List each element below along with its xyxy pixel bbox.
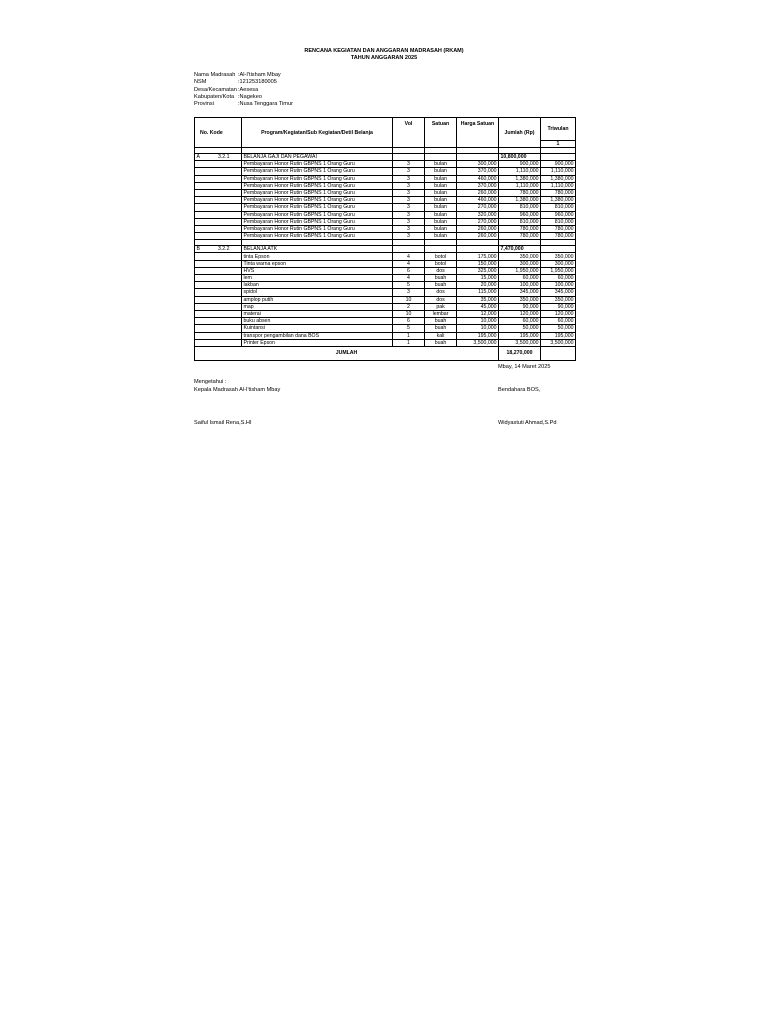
jumlah-cell: 1,110,000 [499,182,541,189]
code-cell [195,282,242,289]
vol-cell: 4 [393,275,425,282]
header-satuan: Satuan [425,118,457,148]
header-jumlah: Jumlah (Rp) [499,118,541,148]
satuan-cell: buah [425,275,457,282]
item-cell: amplop putih [242,296,393,303]
section-a-body [195,161,576,240]
jumlah-cell: 350,000 [499,296,541,303]
satuan-cell: lembar [425,310,457,317]
info-label: NSM [194,79,207,86]
jumlah-cell: 100,000 [499,282,541,289]
satuan-cell: bulan [425,218,457,225]
code-cell [195,332,242,339]
header-triwulan: Triwulan [541,118,576,141]
table-row [195,296,576,303]
satuan-cell: buah [425,339,457,346]
code-cell [195,189,242,196]
harga-cell: 115,000 [457,289,499,296]
jumlah-cell: 195,000 [499,332,541,339]
satuan-cell: bulan [425,197,457,204]
satuan-cell: bulan [425,211,457,218]
vol-cell: 3 [393,211,425,218]
info-value: :Nagekeo [238,93,262,100]
triwulan-cell: 1,380,000 [541,175,576,182]
satuan-cell: buah [425,282,457,289]
header-program: Program/Kegiatan/Sub Kegiatan/Detil Belanja [242,118,393,148]
table-row [195,325,576,332]
section-total: 10,800,000 [499,154,541,161]
harga-cell: 260,000 [457,233,499,240]
vol-cell: 10 [393,310,425,317]
vol-cell: 3 [393,182,425,189]
section-code-cell [195,154,242,161]
section-a-row [195,154,576,161]
table-row [195,289,576,296]
info-label: Provinsi [194,101,214,108]
table-row [195,267,576,274]
table-row [195,339,576,346]
code-cell [195,275,242,282]
satuan-cell: bulan [425,182,457,189]
jumlah-cell: 120,000 [499,310,541,317]
triwulan-cell: 90,000 [541,303,576,310]
code-cell [195,339,242,346]
triwulan-cell: 1,380,000 [541,197,576,204]
section-name: BELANJA GAJI DAN PEGAWAI [242,154,393,161]
jumlah-cell: 780,000 [499,225,541,232]
total-row [195,346,576,360]
item-cell: buku absen [242,318,393,325]
table-row [195,282,576,289]
jumlah-cell: 1,380,000 [499,175,541,182]
section-code: 3.2.1 [217,154,230,161]
satuan-cell: bulan [425,168,457,175]
info-row [194,79,293,86]
triwulan-cell: 100,000 [541,282,576,289]
item-cell: Pembayaran Honor Rutin GBPNS 1 Orang Guru [242,233,393,240]
item-cell: Pembayaran Honor Rutin GBPNS 1 Orang Guru [242,182,393,189]
triwulan-cell: 1,110,000 [541,168,576,175]
harga-cell: 15,000 [457,275,499,282]
item-cell: Pembayaran Honor Rutin GBPNS 1 Orang Guru [242,218,393,225]
section-name: BELANJA ATK [242,246,393,253]
harga-cell: 45,000 [457,303,499,310]
harga-cell: 270,000 [457,218,499,225]
table-row [195,253,576,260]
document-subtitle: TAHUN ANGGARAN 2025 [350,55,418,61]
jumlah-cell: 90,000 [499,303,541,310]
jumlah-cell: 780,000 [499,189,541,196]
satuan-cell: bulan [425,204,457,211]
table-row [195,161,576,168]
vol-cell: 3 [393,175,425,182]
satuan-cell: bulan [425,225,457,232]
triwulan-cell: 960,000 [541,211,576,218]
satuan-cell: bulan [425,189,457,196]
triwulan-cell: 300,000 [541,260,576,267]
satuan-cell: dos [425,296,457,303]
vol-cell: 10 [393,296,425,303]
item-cell: Pembayaran Honor Rutin GBPNS 1 Orang Guru [242,197,393,204]
info-value: :121253180005 [238,79,277,86]
satuan-cell: pak [425,303,457,310]
table-row [195,332,576,339]
code-cell [195,225,242,232]
jumlah-cell: 350,000 [499,253,541,260]
satuan-cell: botol [425,260,457,267]
code-cell [195,318,242,325]
harga-cell: 260,000 [457,189,499,196]
vol-cell: 3 [393,233,425,240]
triwulan-cell: 60,000 [541,275,576,282]
item-cell: Printer Epson [242,339,393,346]
harga-cell: 370,000 [457,168,499,175]
vol-cell: 6 [393,318,425,325]
item-cell: materai [242,310,393,317]
table-row [195,233,576,240]
info-label: Nama Madrasah [194,72,236,78]
total-body [195,346,576,360]
item-cell: tinta Epson [242,253,393,260]
triwulan-cell: 780,000 [541,225,576,232]
code-cell [195,325,242,332]
satuan-cell: bulan [425,175,457,182]
table-row [195,175,576,182]
item-cell: spidol [242,289,393,296]
item-cell: lakban [242,282,393,289]
info-row [194,94,293,101]
harga-cell: 10,000 [457,325,499,332]
vol-cell: 6 [393,267,425,274]
code-cell [195,267,242,274]
item-cell: map [242,303,393,310]
table-row [195,275,576,282]
school-info [194,72,293,108]
code-cell [195,253,242,260]
info-value: :Aesesa [238,86,259,93]
section-code-cell [195,246,242,253]
vol-cell: 3 [393,168,425,175]
left-signatory-role: Kepala Madrasah Al-I'tisham Mbay [194,387,281,393]
jumlah-cell: 1,380,000 [499,197,541,204]
header-triwulan-1: 1 [541,141,576,148]
acknowledged-label: Mengetahui : [194,379,227,385]
code-cell [195,168,242,175]
total-value: 18,270,000 [499,346,541,360]
satuan-cell: dos [425,267,457,274]
vol-cell: 3 [393,204,425,211]
satuan-cell: buah [425,325,457,332]
vol-cell: 2 [393,303,425,310]
total-label: JUMLAH [195,346,499,360]
harga-cell: 260,000 [457,225,499,232]
left-signatory-name: Saiful Ismail Rena,S.HI [194,420,252,426]
code-cell [195,289,242,296]
item-cell: Pembayaran Honor Rutin GBPNS 1 Orang Guru [242,168,393,175]
vol-cell: 3 [393,225,425,232]
harga-cell: 370,000 [457,182,499,189]
jumlah-cell: 1,110,000 [499,168,541,175]
satuan-cell: bulan [425,233,457,240]
table-row [195,303,576,310]
satuan-cell: dos [425,289,457,296]
triwulan-cell: 60,000 [541,318,576,325]
item-cell: Pembayaran Honor Rutin GBPNS 1 Orang Guru [242,225,393,232]
satuan-cell: botol [425,253,457,260]
triwulan-cell: 120,000 [541,310,576,317]
jumlah-cell: 810,000 [499,204,541,211]
triwulan-cell: 810,000 [541,218,576,225]
harga-cell: 20,000 [457,282,499,289]
code-cell [195,310,242,317]
triwulan-cell: 780,000 [541,189,576,196]
vol-cell: 1 [393,339,425,346]
item-cell: Pembayaran Honor Rutin GBPNS 1 Orang Guru [242,175,393,182]
triwulan-cell: 350,000 [541,253,576,260]
section-code: 3.2.2 [217,246,230,253]
code-cell [195,175,242,182]
jumlah-cell: 3,500,000 [499,339,541,346]
vol-cell: 4 [393,253,425,260]
satuan-cell: kali [425,332,457,339]
table-row [195,211,576,218]
code-cell [195,197,242,204]
table-row [195,182,576,189]
satuan-cell: bulan [425,161,457,168]
harga-cell: 10,000 [457,318,499,325]
info-value: :Al-I'tisham Mbay [238,72,281,78]
vol-cell: 3 [393,289,425,296]
item-cell: Kuintansi [242,325,393,332]
harga-cell: 270,000 [457,204,499,211]
header-no-kode: No. Kode [195,118,242,148]
harga-cell: 325,000 [457,267,499,274]
triwulan-cell: 1,950,000 [541,267,576,274]
table-row [195,225,576,232]
triwulan-cell: 195,000 [541,332,576,339]
item-cell: Pembayaran Honor Rutin GBPNS 1 Orang Guru [242,204,393,211]
right-signatory-name: Widyastuti Ahmad,S.Pd [498,420,557,426]
vol-cell: 5 [393,325,425,332]
table-row [195,189,576,196]
code-cell [195,211,242,218]
section-letter: B [196,246,200,253]
vol-cell: 3 [393,197,425,204]
jumlah-cell: 60,000 [499,275,541,282]
harga-cell: 460,000 [457,175,499,182]
info-row [194,72,293,79]
jumlah-cell: 50,000 [499,325,541,332]
table-row [195,168,576,175]
right-signatory-role: Bendahara BOS, [498,387,541,393]
item-cell: Pembayaran Honor Rutin GBPNS 1 Orang Guru [242,189,393,196]
harga-cell: 320,000 [457,211,499,218]
harga-cell: 195,000 [457,332,499,339]
table-row [195,204,576,211]
triwulan-cell: 900,000 [541,161,576,168]
triwulan-cell: 50,000 [541,325,576,332]
code-cell [195,161,242,168]
info-label: Desa/Kecamatan [194,86,237,93]
info-row [194,101,293,108]
section-total: 7,470,000 [499,246,541,253]
section-b-row [195,246,576,253]
satuan-cell: buah [425,318,457,325]
harga-cell: 12,000 [457,310,499,317]
section-b-header [195,240,576,253]
vol-cell: 3 [393,189,425,196]
vol-cell: 3 [393,161,425,168]
harga-cell: 3,500,000 [457,339,499,346]
item-cell: Tinta warna epson [242,260,393,267]
info-row [194,87,293,94]
table-row [195,310,576,317]
triwulan-cell: 780,000 [541,233,576,240]
header-vol: Vol [393,118,425,148]
vol-cell: 5 [393,282,425,289]
vol-cell: 3 [393,218,425,225]
jumlah-cell: 780,000 [499,233,541,240]
harga-cell: 150,000 [457,260,499,267]
table-row [195,318,576,325]
code-cell [195,260,242,267]
harga-cell: 460,000 [457,197,499,204]
item-cell: lem [242,275,393,282]
jumlah-cell: 1,950,000 [499,267,541,274]
table-row [195,197,576,204]
jumlah-cell: 960,000 [499,211,541,218]
place-date: Mbay, 14 Maret 2025 [498,364,551,370]
vol-cell: 1 [393,332,425,339]
triwulan-cell: 810,000 [541,204,576,211]
jumlah-cell: 810,000 [499,218,541,225]
table-body [195,148,576,161]
vol-cell: 4 [393,260,425,267]
triwulan-cell: 3,500,000 [541,339,576,346]
code-cell [195,303,242,310]
triwulan-cell: 350,000 [541,296,576,303]
harga-cell: 175,000 [457,253,499,260]
harga-cell: 35,000 [457,296,499,303]
table-row [195,218,576,225]
jumlah-cell: 300,000 [499,260,541,267]
triwulan-cell: 345,000 [541,289,576,296]
item-cell: Pembayaran Honor Rutin GBPNS 1 Orang Guru [242,161,393,168]
item-cell: Pembayaran Honor Rutin GBPNS 1 Orang Guru [242,211,393,218]
jumlah-cell: 60,000 [499,318,541,325]
harga-cell: 300,000 [457,161,499,168]
budget-table [194,117,576,361]
code-cell [195,296,242,303]
header-harga: Harga Satuan [457,118,499,148]
info-value: :Nusa Tenggara Timur [238,101,293,108]
code-cell [195,218,242,225]
item-cell: HVS [242,267,393,274]
code-cell [195,204,242,211]
section-b-body [195,253,576,346]
info-label: Kabupaten/Kota [194,93,235,100]
triwulan-cell: 1,110,000 [541,182,576,189]
table-row [195,260,576,267]
code-cell [195,233,242,240]
code-cell [195,182,242,189]
section-letter: A [196,154,200,161]
jumlah-cell: 345,000 [499,289,541,296]
jumlah-cell: 900,000 [499,161,541,168]
document-title: RENCANA KEGIATAN DAN ANGGARAN MADRASAH (RKAM) [304,48,464,54]
item-cell: transpor pengambilan dana BOS [242,332,393,339]
